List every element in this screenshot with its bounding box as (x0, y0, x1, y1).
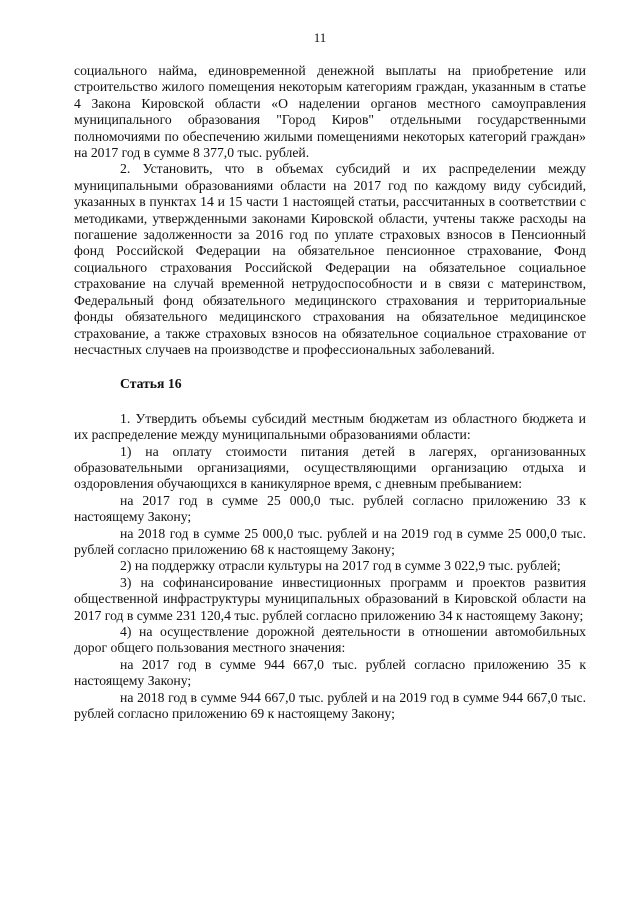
paragraph: социального найма, единовременной денежной выплаты на приобретение или строительство жилого помещения некоторым категориям граждан, указанным в статье 4 Закона Кировской области «О наделении органов местного самоуправления муниципального образования "Город Киров" отдельными государственными полномочиями по обеспечению жилыми помещениями некоторых категорий граждан» на 2017 год в сумме 8 377,0 тыс. рублей. (74, 63, 586, 161)
article-heading: Статья 16 (120, 376, 182, 392)
list-item: на 2017 год в сумме 944 667,0 тыс. рублей согласно приложению 35 к настоящему Закону; (74, 656, 586, 689)
list-item: 4) на осуществление дорожной деятельности в отношении автомобильных дорог общего пользования местного значения: (74, 624, 586, 656)
paragraph: 1. Утвердить объемы субсидий местным бюджетам из областного бюджета и их распределение между муниципальными образованиями области: (74, 410, 586, 443)
list-item: 2) на поддержку отрасли культуры на 2017 год в сумме 3 022,9 тыс. рублей; (120, 558, 561, 574)
list-item: на 2018 год в сумме 944 667,0 тыс. рублей и на 2019 год в сумме 944 667,0 тыс. рублей согласно приложению 69 к настоящему Закону; (74, 689, 586, 722)
page-number: 11 (313, 30, 327, 45)
list-item: на 2017 год в сумме 25 000,0 тыс. рублей согласно приложению 33 к настоящему Закону; (74, 492, 586, 525)
document-body (74, 63, 586, 722)
list-item: 1) на оплату стоимости питания детей в лагерях, организованных образовательными организациями, осуществляющими организацию отдыха и оздоровления обучающихся в каникулярное время, с дневным пребыванием: (74, 443, 586, 492)
paragraph: 2. Установить, что в объемах субсидий и их распределении между муниципальными образованиями области на 2017 год по каждому виду субсидий, указанных в пунктах 14 и 15 части 1 настоящей статьи, рассчитанных в соответствии с методиками, утвержденными законами Кировской области, учтены также расходы на погашение задолженности за 2016 год по уплате страховых взносов в Пенсионный фонд Российской Федерации на обязательное пенсионное страхование, Фонд социального страхования Российской Федерации на обязательное социальное страхование на случай временной нетрудоспособности и в связи с материнством, Федеральный фонд обязательного медицинского страхования и территориальные фонды обязательного медицинского страхования на обязательное медицинское страхование, а также страховых взносов на обязательное социальное страхование от несчастных случаев на производстве и профессиональных заболеваний. (74, 161, 586, 357)
list-item: 3) на софинансирование инвестиционных программ и проектов развития общественной инфраструктуры муниципальных образований в Кировской области на 2017 год в сумме 231 120,4 тыс. рублей согласно приложению 34 к настоящему Закону; (74, 574, 586, 623)
list-item: на 2018 год в сумме 25 000,0 тыс. рублей и на 2019 год в сумме 25 000,0 тыс. рублей согласно приложению 68 к настоящему Закону; (74, 525, 586, 557)
